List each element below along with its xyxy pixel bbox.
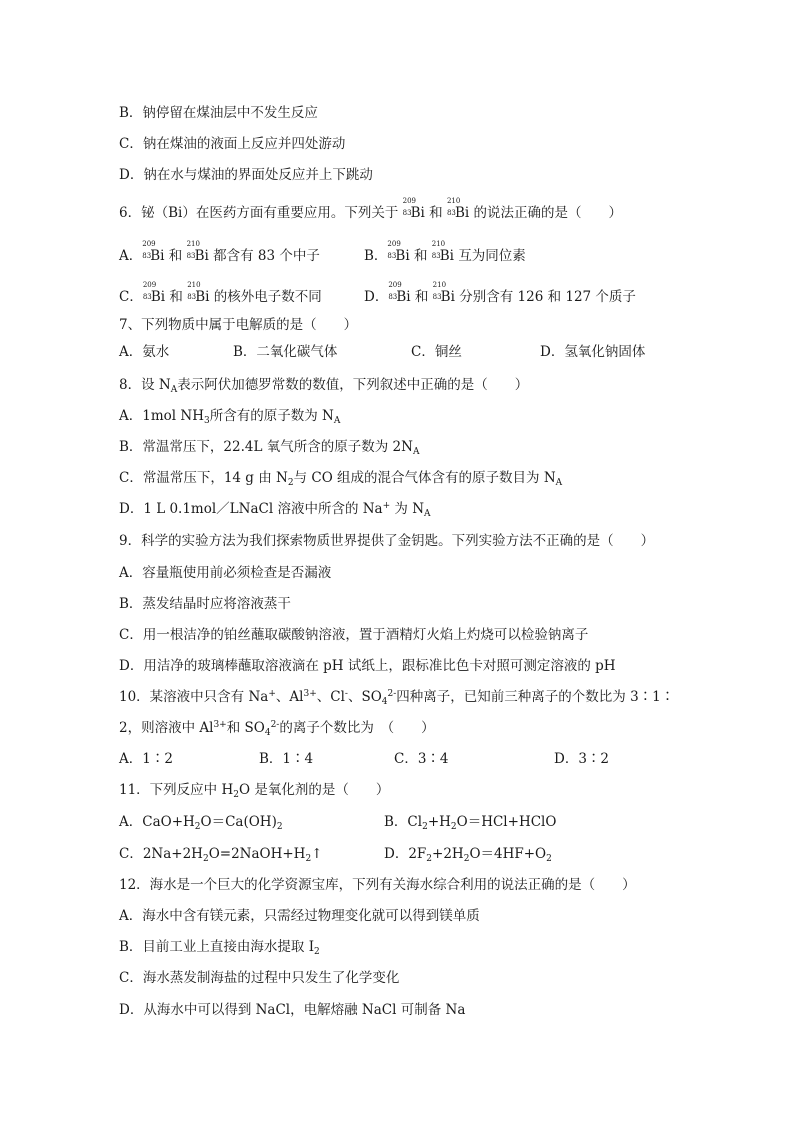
q6-option-a: A． 209 83 Bi 和 210 83 Bi 都含有 83 个中子	[119, 240, 320, 264]
q7-option-c: C．铜丝	[411, 344, 462, 360]
q12-option-d: D．从海水中可以得到 NaCl，电解熔融 NaCl 可制备 Na	[119, 1002, 466, 1018]
q7-option-a: A．氨水	[119, 344, 170, 360]
q6-option-b: B． 209 83 Bi 和 210 83 Bi 互为同位素	[364, 240, 526, 264]
q8-option-c: C．常温常压下，14 g 由 $N_2$与 CO 组成的混合气体含有的原子数目为 $N_A$	[119, 470, 563, 488]
q9-option-c: C．用一根洁净的铂丝蘸取碳酸钠溶液，置于酒精灯火焰上灼烧可以检验钠离子	[119, 627, 589, 643]
q7-option-d: D．氢氧化钠固体	[540, 344, 646, 360]
q9-stem: 9．科学的实验方法为我们探索物质世界提供了金钥匙。下列实验方法不正确的是（ ）	[119, 533, 655, 549]
q6-stem: 6．铋（Bi）在医药方面有重要应用。下列关于 209 83 Bi 和 210 83 Bi 的说法正确的是（ ）	[119, 197, 623, 221]
q12-option-c: C．海水蒸发制海盐的过程中只发生了化学变化	[119, 970, 400, 986]
q9-option-a: A．容量瓶使用前必须检查是否漏液	[119, 565, 332, 581]
q5-option-d: D．钠在水与煤油的界面处反应并上下跳动	[119, 167, 373, 183]
q11-option-a: A．$CaO+H_2O=Ca(OH)_2$	[119, 814, 283, 832]
q12-option-a: A．海水中含有镁元素，只需经过物理变化就可以得到镁单质	[119, 908, 480, 924]
q10-stem-line2: 2，则溶液中 $Al^{3+}$和 $SO_4^{2-}$的离子个数比为 （ ）	[119, 720, 435, 738]
q7-stem: 7、下列物质中属于电解质的是（ ）	[119, 317, 358, 333]
q10-stem-line1: 10．某溶液中只含有 Na+、$Al^{3+}$、Cl-、$SO_4^{2-}$四种离子，已知前三种离子的个数比为 3∶1∶	[119, 689, 675, 707]
q9-option-b: B．蒸发结晶时应将溶液蒸干	[119, 596, 291, 612]
q5-option-c: C．钠在煤油的液面上反应并四处游动	[119, 136, 346, 152]
q11-option-d: D．$2F_2+2H_2O=4HF+O_2$	[384, 846, 552, 864]
q11-option-b: B．$Cl_2+H_2O=HCl+HClO$	[384, 814, 557, 832]
q12-option-b: B．目前工业上直接由海水提取 $I_2$	[119, 939, 320, 957]
isotope-bi-210: 210 83 Bi	[446, 197, 470, 221]
q12-stem: 12．海水是一个巨大的化学资源宝库，下列有关海水综合利用的说法正确的是（ ）	[119, 877, 636, 893]
q10-option-d: D．3∶2	[554, 751, 610, 767]
q8-option-a: A．1mol $NH_3$所含有的原子数为 $N_A$	[119, 408, 341, 426]
q10-option-c: C．3∶4	[394, 751, 449, 767]
q6-option-c: C． 209 83 Bi 和 210 83 Bi 的核外电子数不同	[119, 281, 322, 305]
q11-option-c: C．$2Na+2H_2O=2NaOH+H_2↑$	[119, 846, 323, 864]
q8-option-b: B．常温常压下，22.4L 氧气所含的原子数为 $2N_A$	[119, 439, 420, 457]
q5-option-b: B．钠停留在煤油层中不发生反应	[119, 105, 318, 121]
q10-option-a: A．1∶2	[119, 751, 173, 767]
q10-option-b: B．1∶4	[259, 751, 314, 767]
q6-option-d: D． 209 83 Bi 和 210 83 Bi 分别含有 126 和 127 个质子	[364, 281, 636, 305]
q9-option-d: D．用洁净的玻璃棒蘸取溶液滴在 pH 试纸上，跟标准比色卡对照可测定溶液的 pH	[119, 658, 616, 674]
q8-stem: 8．设 $N_A$表示阿伏加德罗常数的数值，下列叙述中正确的是（ ）	[119, 377, 529, 395]
q7-option-b: B．二氧化碳气体	[233, 344, 338, 360]
q8-option-d: D．1 L 0.1mol／LNaCl 溶液中所含的 Na+ 为 $N_A$	[119, 501, 431, 519]
q11-stem: 11．下列反应中 $H_2O$ 是氧化剂的是（ ）	[119, 782, 390, 800]
isotope-bi-209: 209 83 Bi	[402, 197, 425, 221]
